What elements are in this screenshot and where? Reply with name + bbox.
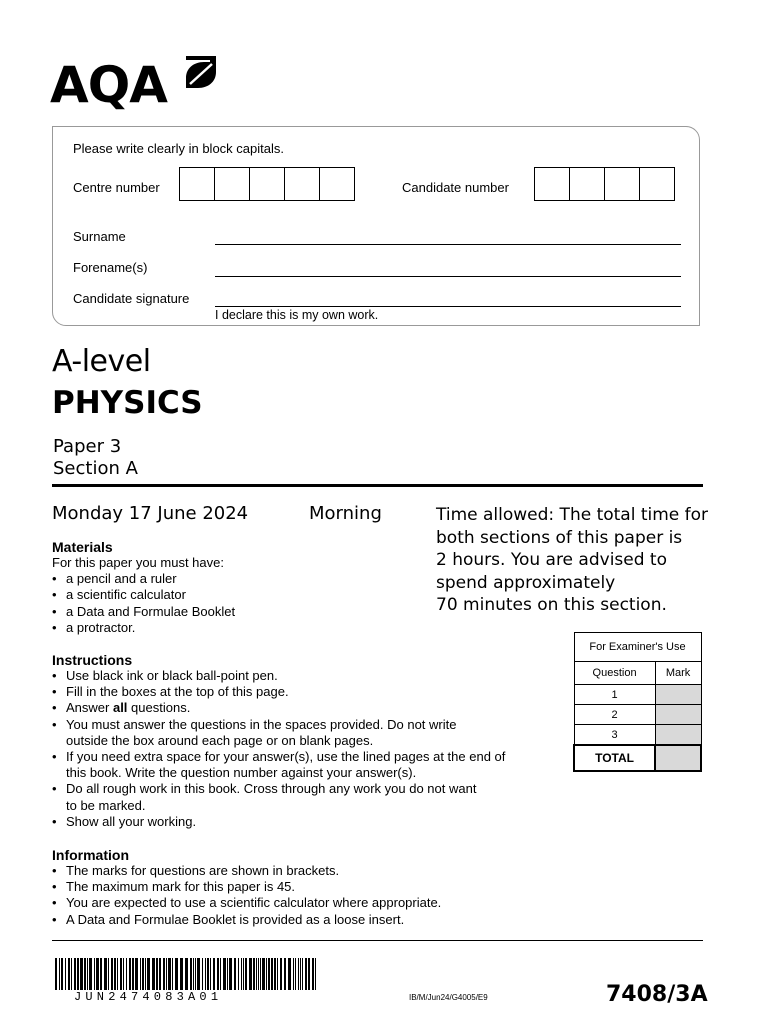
list-item-text: questions.	[127, 700, 191, 716]
information-heading: Information	[52, 847, 129, 863]
candidate-digit-box[interactable]	[604, 167, 640, 201]
list-item: • a scientific calculator	[52, 587, 512, 603]
centre-number-boxes[interactable]	[179, 167, 355, 201]
information-list	[52, 863, 562, 928]
forename-label: Forename(s)	[73, 260, 148, 275]
paper-code: 7408/3A	[606, 982, 708, 1007]
instructions-section	[52, 652, 562, 830]
list-item: • a protractor.	[52, 620, 512, 636]
centre-digit-box[interactable]	[319, 167, 355, 201]
signature-label: Candidate signature	[73, 291, 190, 306]
list-item-line: this book. Write the question number against your answer(s).	[66, 765, 417, 781]
list-item: • a Data and Formulae Booklet	[52, 604, 512, 620]
list-item-line: You must answer the questions in the spaces provided. Do not write	[66, 716, 457, 732]
candidate-digit-box[interactable]	[639, 167, 675, 201]
question-column-header: Question	[574, 662, 655, 685]
centre-digit-box[interactable]	[179, 167, 215, 201]
emphasis-text: all	[112, 700, 128, 716]
mark-cell	[655, 685, 701, 705]
exam-session: Morning	[309, 503, 382, 524]
candidate-number-boxes[interactable]	[534, 167, 675, 201]
document-reference: IB/M/Jun24/G4005/E9	[409, 993, 488, 1002]
aqa-leaf-mark-icon	[180, 56, 216, 88]
list-item-line: to be marked.	[66, 797, 146, 813]
exam-date: Monday 17 June 2024	[52, 503, 249, 524]
total-label: TOTAL	[574, 745, 655, 771]
list-item: • Use black ink or black ball-point pen.	[52, 668, 562, 684]
table-row	[574, 685, 701, 705]
table-row	[574, 725, 701, 746]
list-item: • A Data and Formulae Booklet is provided as a loose insert.	[52, 912, 562, 928]
list-item	[52, 717, 562, 749]
information-section	[52, 847, 562, 928]
candidate-details-box	[52, 126, 700, 326]
list-item	[52, 781, 562, 813]
examiner-table-title: For Examiner's Use	[574, 633, 701, 662]
subject-title: PHYSICS	[52, 385, 203, 421]
list-item: • a pencil and a ruler	[52, 571, 512, 587]
barcode-icon	[55, 958, 317, 990]
list-item: • The marks for questions are shown in brackets.	[52, 863, 562, 879]
list-item: • Fill in the boxes at the top of this page.	[52, 684, 562, 700]
declaration-text: I declare this is my own work.	[215, 308, 379, 322]
list-item: • Show all your working.	[52, 814, 562, 830]
candidate-number-label: Candidate number	[402, 180, 509, 195]
materials-heading: Materials	[52, 539, 113, 555]
time-allowed-line: 2 hours. You are advised to	[436, 550, 667, 571]
logo-text: AQA	[50, 56, 167, 114]
mark-column-header: Mark	[655, 662, 701, 685]
time-allowed-line: spend approximately	[436, 572, 616, 593]
candidate-digit-box[interactable]	[534, 167, 570, 201]
list-item: • You are expected to use a scientific calculator where appropriate.	[52, 895, 562, 911]
question-number: 2	[574, 705, 655, 725]
list-item-line: If you need extra space for your answer(s), use the lined pages at the end of	[66, 749, 506, 765]
barcode-number: JUN2474083A01	[74, 990, 223, 1004]
list-item-line: Do all rough work in this book. Cross through any work you do not want	[66, 781, 477, 797]
time-allowed-line: both sections of this paper is	[436, 527, 683, 548]
signature-field[interactable]	[215, 306, 681, 307]
footer-divider	[52, 940, 703, 941]
examiner-use-table	[573, 632, 702, 772]
list-item: • The maximum mark for this paper is 45.	[52, 879, 562, 895]
candidate-digit-box[interactable]	[569, 167, 605, 201]
surname-label: Surname	[73, 229, 126, 244]
aqa-logo	[50, 56, 220, 112]
qualification-level: A-level	[52, 344, 151, 379]
instructions-heading: Instructions	[52, 652, 133, 668]
instructions-list	[52, 668, 562, 830]
materials-list	[52, 571, 512, 636]
centre-number-label: Centre number	[73, 180, 160, 195]
centre-digit-box[interactable]	[214, 167, 250, 201]
list-item	[52, 749, 562, 781]
list-item	[52, 700, 562, 716]
list-item-text: Answer	[66, 700, 113, 716]
header-divider	[52, 484, 703, 487]
block-capitals-instruction: Please write clearly in block capitals.	[73, 141, 284, 156]
time-allowed-line: Time allowed: The total time for	[436, 505, 709, 525]
mark-cell	[655, 725, 701, 746]
total-row	[574, 745, 701, 771]
materials-intro: For this paper you must have:	[52, 555, 224, 570]
total-mark-cell	[655, 745, 701, 771]
time-allowed-line: 70 minutes on this section.	[436, 595, 667, 616]
list-item-line: outside the box around each page or on blank pages.	[66, 732, 374, 748]
mark-cell	[655, 705, 701, 725]
centre-digit-box[interactable]	[284, 167, 320, 201]
surname-field[interactable]	[215, 244, 681, 245]
question-number: 3	[574, 725, 655, 746]
paper-number: Paper 3	[53, 436, 122, 457]
table-row	[574, 705, 701, 725]
section-name: Section A	[53, 458, 138, 479]
centre-digit-box[interactable]	[249, 167, 285, 201]
question-number: 1	[574, 685, 655, 705]
materials-section	[52, 539, 512, 636]
forename-field[interactable]	[215, 276, 681, 277]
